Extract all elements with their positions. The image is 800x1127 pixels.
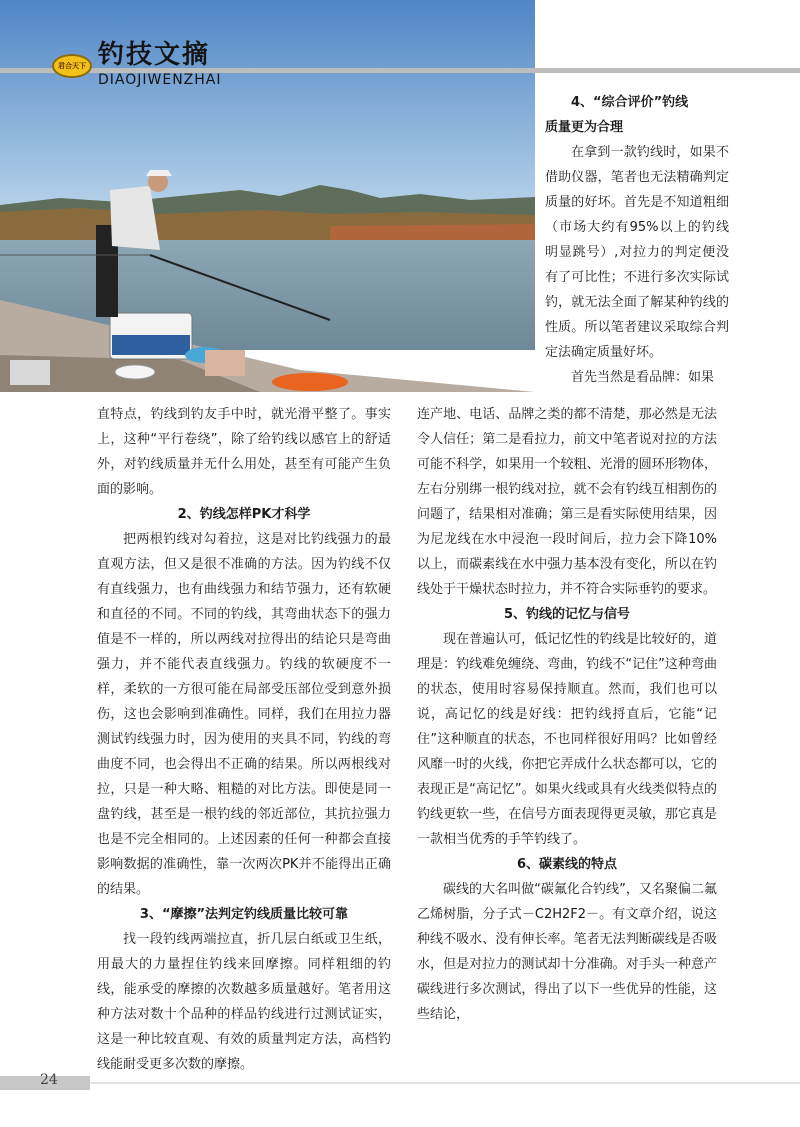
section-heading-6: 6、碳素线的特点 xyxy=(516,857,618,872)
section-3-paragraph: 找一段钓线两端拉直，折几层白纸或卫生纸，用最大的力量捏住钓线来回摩擦。同样粗细的钓线，能承受的摩擦的次数越多质量越好。笔者用这种方法对数十个品种的样品钓线进行过测试证实，这是一种比较直观、有效的质量判定方法，高档钓线能耐受更多次数的摩擦。 xyxy=(97,932,391,1072)
continued-paragraph-right: 连产地、电话、品牌之类的都不清楚，那必然是无法令人信任；第二是看拉力，前文中笔者说对拉的方法可能不科学，如果用一个较粗、光滑的圆环形物体，左右分别绑一根钓线对拉，就不会有钓线互相割伤的问题了，结果相对准确；第三是看实际使用结果，因为尼龙线在水中浸泡一段时间后，拉力会下降10%以上，而碳素线在水中强力基本没有变化，所以在钓线处于干燥状态时拉力，并不符合实际垂钓的要求。 xyxy=(417,407,717,597)
section-2-paragraph: 把两根钓线对勾着拉，这是对比钓线强力的最直观方法，但又是很不准确的方法。因为钓线不仅有直线强力，也有曲线强力和结节强力，还有软硬和直径的不同。不同的钓线，其弯曲状态下的强力值是不一样的，所以两线对拉得出的结论只是弯曲强力，并不能代表直线强力。钓线的软硬度不一样，柔软的一方很可能在局部受压部位受到意外损伤，这也会影响到准确性。同样，我们在用拉力器测试钓线强力时，因为使用的夹具不同，钓线的弯曲度不同，也会得出不正确的结果。所以两根线对拉，只是一种大略、粗糙的对比方法。即使是同一盘钓线，甚至是一根钓线的邻近部位，其抗拉强力也是不完全相同的。上述因素的任何一种都会直接影响数据的准确性，靠一次两次PK并不能得出正确的结果。 xyxy=(97,532,391,897)
magazine-logo: 君合天下 xyxy=(52,54,92,78)
section-6-paragraph: 碳线的大名叫做“碳氟化合钓线”，又名聚偏二氟乙烯树脂，分子式－C2H2F2－。有文章介绍，说这种线不吸水、没有伸长率。笔者无法判断碳线是否吸水，但是对拉力的测试却十分准确。对手头一种意产碳线进行多次测试，得出了以下一些优异的性能，这些结论， xyxy=(417,882,717,1022)
section-heading-4-line2: 质量更为合理 xyxy=(545,120,624,135)
section-5-paragraph: 现在普遍认可，低记忆性的钓线是比较好的，道理是：钓线难免缠绕、弯曲，钓线不“记住”这种弯曲的状态，使用时容易保持顺直。然而，我们也可以说，高记忆的线是好线：把钓线捋直后，它能“记住”这种顺直的状态，不也同样很好用吗？比如曾经风靡一时的火线，你把它弄成什么状态都可以，它的表现正是“高记忆”。如果火线或具有火线类似特点的钓线更软一些，在信号方面表现得更灵敏，那它真是一款相当优秀的手竿钓线了。 xyxy=(417,632,717,847)
continued-paragraph: 直特点，钓线到钓友手中时，就光滑平整了。事实上，这种“平行卷绕”，除了给钓线以感官上的舒适外，对钓线质量并无什么用处，甚至有可能产生负面的影响。 xyxy=(97,407,391,497)
column-title: 钓技文摘 xyxy=(98,40,211,70)
page-number: 24 xyxy=(40,1072,58,1088)
column-subtitle: DIAOJIWENZHAI xyxy=(98,72,222,88)
section-heading-5: 5、钓线的记忆与信号 xyxy=(503,607,631,622)
section-heading-4-line1: 4、“综合评价”钓线 xyxy=(571,95,689,110)
footer-rule xyxy=(90,1082,800,1084)
section-heading-2: 2、钓线怎样PK才科学 xyxy=(177,507,311,522)
section-heading-3: 3、“摩擦”法判定钓线质量比较可靠 xyxy=(139,907,349,922)
right-column xyxy=(417,402,717,1027)
section-4-paragraph-2-start: 首先当然是看品牌：如果 xyxy=(571,370,715,385)
section-4-paragraph: 在拿到一款钓线时，如果不借助仪器，笔者也无法精确判定质量的好坏。首先是不知道粗细（市场大约有95%以上的钓线明显跳号）,对拉力的判定便没有了可比性；不进行多次实际试钓，就无法全面了解某种钓线的性质。所以笔者建议采取综合判定法确定质量好坏。 xyxy=(545,145,729,360)
left-column xyxy=(97,402,391,1077)
right-top-column xyxy=(545,90,729,390)
